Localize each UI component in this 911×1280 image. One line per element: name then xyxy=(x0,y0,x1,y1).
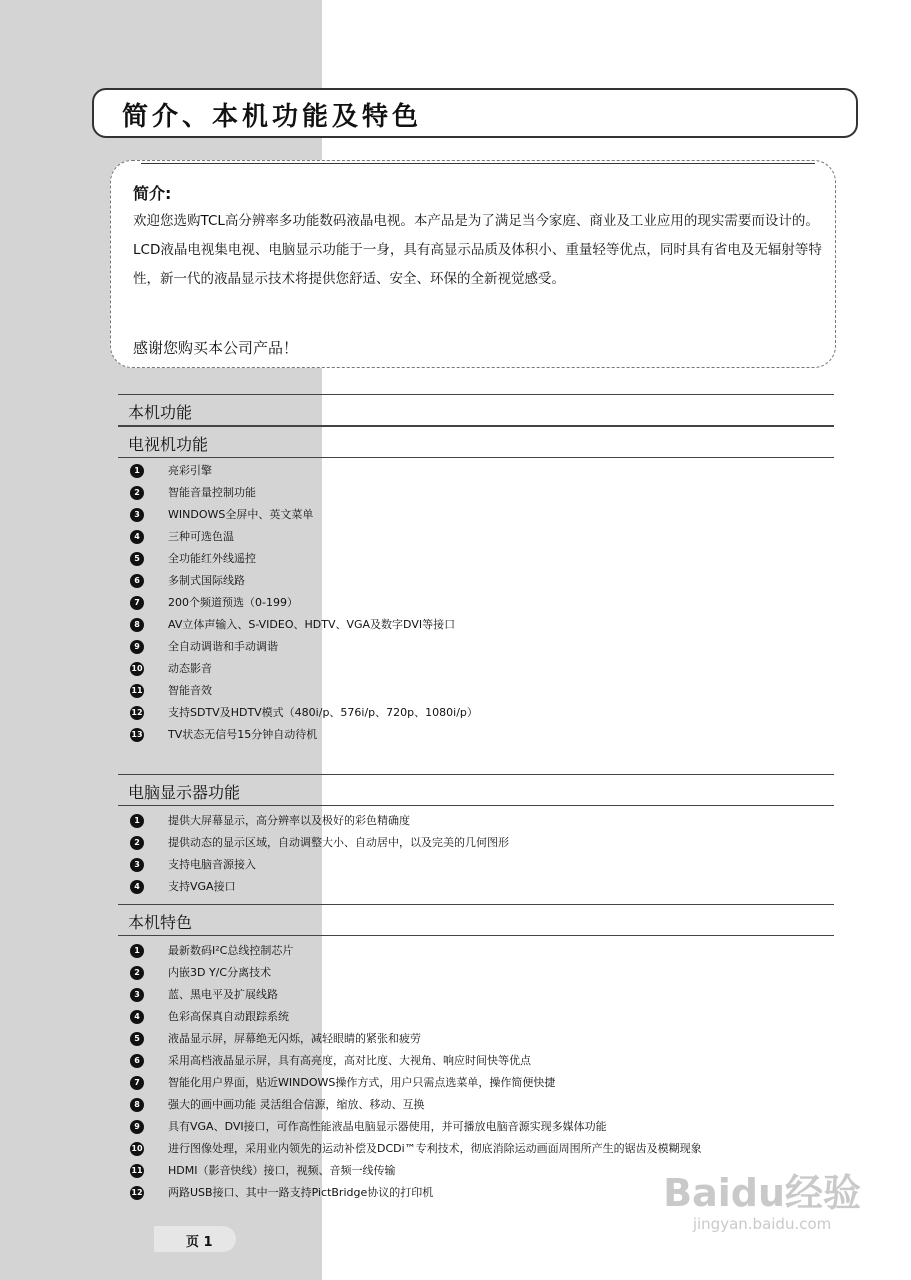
number-bullet: 2 xyxy=(130,966,144,980)
number-bullet: 9 xyxy=(130,1120,144,1134)
list-item xyxy=(130,482,830,504)
list-item xyxy=(130,1006,830,1028)
number-bullet: 1 xyxy=(130,944,144,958)
title-banner xyxy=(92,88,858,138)
pc-header-label: 电脑显示器功能 xyxy=(128,783,241,802)
number-bullet: 12 xyxy=(130,1186,144,1200)
watermark-url: jingyan.baidu.com xyxy=(692,1215,832,1233)
list-item-text: HDMI（影音快线）接口，视频、音频一线传输 xyxy=(168,1164,396,1177)
number-bullet: 11 xyxy=(130,684,144,698)
number-bullet: 4 xyxy=(130,880,144,894)
number-bullet: 3 xyxy=(130,988,144,1002)
number-bullet: 11 xyxy=(130,1164,144,1178)
page-number: 页 1 xyxy=(186,1235,213,1250)
number-bullet: 5 xyxy=(130,552,144,566)
number-bullet: 10 xyxy=(130,662,144,676)
list-item-text: 色彩高保真自动跟踪系统 xyxy=(168,1010,289,1023)
number-bullet: 8 xyxy=(130,618,144,632)
list-item xyxy=(130,1116,830,1138)
list-item-text: 全功能红外线遥控 xyxy=(168,552,256,565)
list-item-text: 支持电脑音源接入 xyxy=(168,858,256,871)
page-number-tab xyxy=(154,1226,236,1252)
specs-header-label: 本机特色 xyxy=(128,913,193,932)
number-bullet: 3 xyxy=(130,508,144,522)
list-item xyxy=(130,1072,830,1094)
list-item-text: 动态影音 xyxy=(168,662,212,675)
pc-header xyxy=(118,774,834,806)
list-item-text: 亮彩引擎 xyxy=(168,464,212,477)
list-item-text: 强大的画中画功能 灵活组合信源，缩放、移动、互换 xyxy=(168,1098,425,1111)
number-bullet: 1 xyxy=(130,464,144,478)
number-bullet: 2 xyxy=(130,486,144,500)
list-item-text: 液晶显示屏，屏幕绝无闪烁，减轻眼睛的紧张和疲劳 xyxy=(168,1032,421,1045)
intro-label: 简介: xyxy=(133,184,172,203)
list-item-text: 采用高档液晶显示屏，具有高亮度，高对比度、大视角、响应时间快等优点 xyxy=(168,1054,531,1067)
list-item xyxy=(130,724,830,746)
list-item-text: 智能化用户界面，贴近WINDOWS操作方式，用户只需点选菜单，操作简便快捷 xyxy=(168,1076,556,1089)
number-bullet: 7 xyxy=(130,596,144,610)
number-bullet: 4 xyxy=(130,1010,144,1024)
number-bullet: 2 xyxy=(130,836,144,850)
list-item-text: 智能音量控制功能 xyxy=(168,486,256,499)
features-header xyxy=(118,394,834,426)
list-item-text: 进行图像处理，采用业内领先的运动补偿及DCDi™专利技术，彻底消除运动画面周围所产生的锯齿及模糊现象 xyxy=(168,1142,702,1155)
list-item xyxy=(130,1028,830,1050)
list-item xyxy=(130,614,830,636)
list-item-text: 智能音效 xyxy=(168,684,212,697)
list-item-text: 蓝、黑电平及扩展线路 xyxy=(168,988,278,1001)
list-item xyxy=(130,1138,830,1160)
list-item xyxy=(130,460,830,482)
number-bullet: 6 xyxy=(130,574,144,588)
list-item-text: 内嵌3D Y/C分离技术 xyxy=(168,966,272,979)
number-bullet: 6 xyxy=(130,1054,144,1068)
list-item xyxy=(130,526,830,548)
tv-feature-list xyxy=(130,460,830,746)
page xyxy=(88,0,878,1280)
intro-box xyxy=(110,160,836,368)
list-item xyxy=(130,570,830,592)
number-bullet: 7 xyxy=(130,1076,144,1090)
number-bullet: 5 xyxy=(130,1032,144,1046)
page-title: 简介、本机功能及特色 xyxy=(122,102,423,132)
list-item xyxy=(130,810,830,832)
list-item-text: WINDOWS全屏中、英文菜单 xyxy=(168,508,314,521)
list-item-text: 支持SDTV及HDTV模式（480i/p、576i/p、720p、1080i/p） xyxy=(168,706,478,719)
list-item xyxy=(130,592,830,614)
list-item xyxy=(130,832,830,854)
number-bullet: 10 xyxy=(130,1142,144,1156)
list-item xyxy=(130,636,830,658)
list-item-text: 三种可选色温 xyxy=(168,530,234,543)
number-bullet: 3 xyxy=(130,858,144,872)
number-bullet: 13 xyxy=(130,728,144,742)
list-item-text: 提供动态的显示区域，自动调整大小、自动居中，以及完美的几何图形 xyxy=(168,836,509,849)
list-item-text: 最新数码I²C总线控制芯片 xyxy=(168,944,294,957)
tv-header xyxy=(118,426,834,458)
list-item-text: 提供大屏幕显示，高分辨率以及极好的彩色精确度 xyxy=(168,814,410,827)
intro-divider xyxy=(141,163,815,164)
list-item-text: AV立体声输入、S-VIDEO、HDTV、VGA及数字DVI等接口 xyxy=(168,618,456,631)
list-item-text: 支持VGA接口 xyxy=(168,880,236,893)
features-header-label: 本机功能 xyxy=(128,403,193,422)
list-item-text: TV状态无信号15分钟自动待机 xyxy=(168,728,318,741)
list-item xyxy=(130,1050,830,1072)
list-item xyxy=(130,962,830,984)
number-bullet: 9 xyxy=(130,640,144,654)
list-item xyxy=(130,854,830,876)
list-item xyxy=(130,658,830,680)
list-item xyxy=(130,504,830,526)
list-item-text: 200个频道预选（0-199） xyxy=(168,596,298,609)
tv-header-label: 电视机功能 xyxy=(128,435,209,454)
list-item xyxy=(130,702,830,724)
watermark-brand: Baidu经验 xyxy=(663,1171,861,1215)
number-bullet: 8 xyxy=(130,1098,144,1112)
watermark xyxy=(663,1162,861,1233)
list-item-text: 两路USB接口、其中一路支持PictBridge协议的打印机 xyxy=(168,1186,434,1199)
number-bullet: 4 xyxy=(130,530,144,544)
list-item-text: 全自动调谐和手动调谐 xyxy=(168,640,278,653)
list-item xyxy=(130,1094,830,1116)
intro-thanks: 感谢您购买本公司产品！ xyxy=(133,339,299,357)
list-item xyxy=(130,680,830,702)
list-item xyxy=(130,940,830,962)
list-item xyxy=(130,876,830,898)
list-item-text: 多制式国际线路 xyxy=(168,574,245,587)
intro-body: 欢迎您选购TCL高分辨率多功能数码液晶电视。本产品是为了满足当今家庭、商业及工业应用的现实需要而设计的。LCD液晶电视集电视、电脑显示功能于一身，具有高显示品质及体积小、重量轻等优点，同时具有省电及无辐射等特性，新一代的液晶显示技术将提供您舒适、安全、环保的全新视觉感受。 xyxy=(133,213,822,287)
number-bullet: 1 xyxy=(130,814,144,828)
list-item-text: 具有VGA、DVI接口，可作高性能液晶电脑显示器使用，并可播放电脑音源实现多媒体功能 xyxy=(168,1120,607,1133)
pc-feature-list xyxy=(130,810,830,898)
specs-header xyxy=(118,904,834,936)
list-item xyxy=(130,984,830,1006)
list-item xyxy=(130,548,830,570)
number-bullet: 12 xyxy=(130,706,144,720)
